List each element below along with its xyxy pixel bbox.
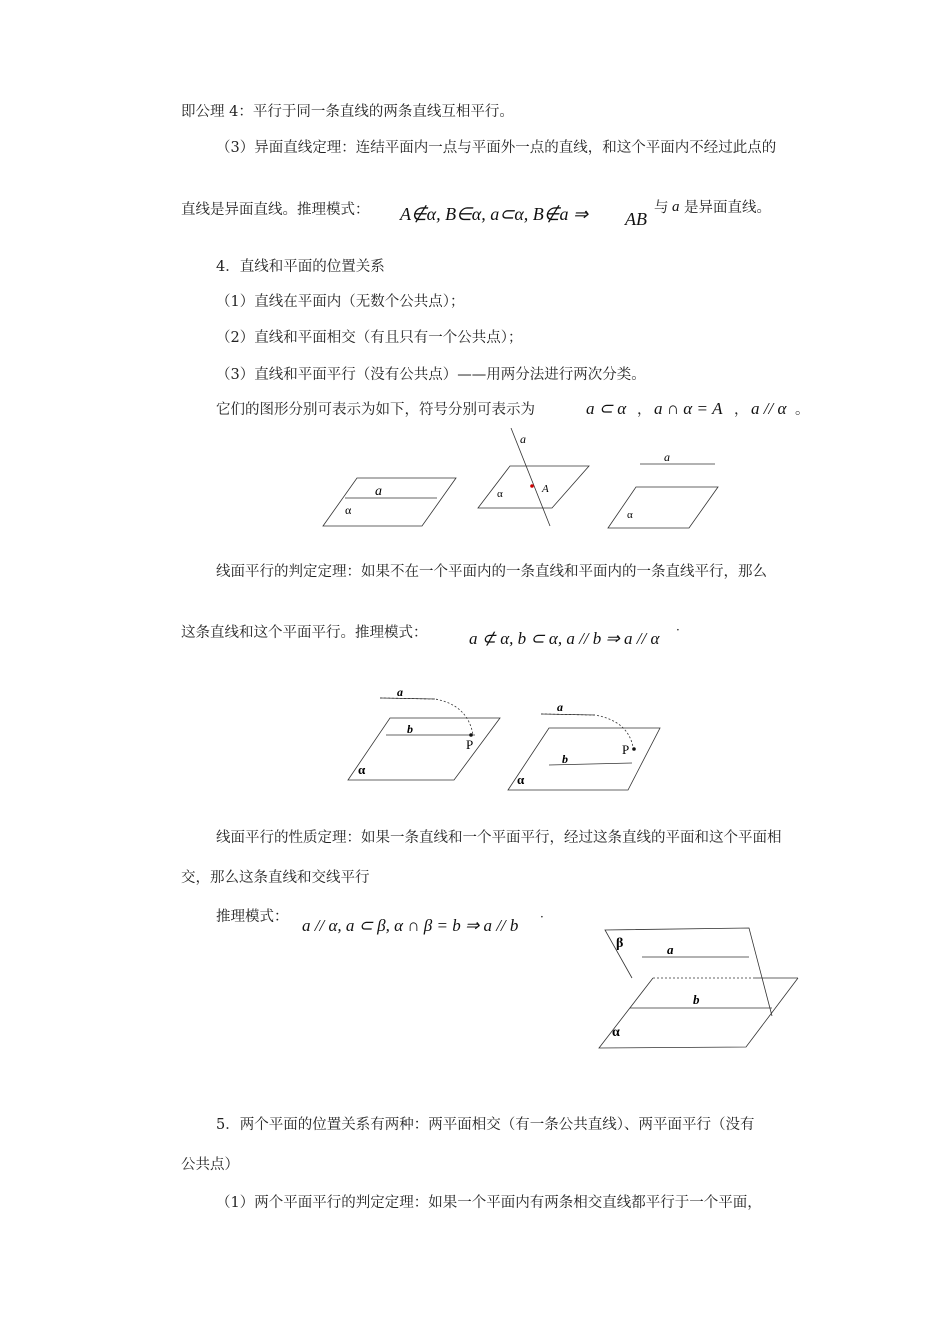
skew-lines-a: a: [672, 199, 680, 215]
comma-2: ，: [734, 402, 749, 418]
svg-text:α: α: [612, 1025, 620, 1040]
svg-text:β: β: [616, 936, 624, 951]
svg-text:a: a: [664, 450, 670, 464]
svg-text:b: b: [562, 752, 568, 766]
svg-text:a: a: [667, 942, 674, 957]
parallel-property-formula: a // α, a ⊂ β, α ∩ β = b ⇒ a // b: [302, 916, 519, 935]
symbol-in-plane: a ⊂ α: [586, 399, 627, 418]
svg-text:A: A: [542, 483, 549, 495]
svg-text:a: a: [520, 432, 526, 446]
line-intersect-plane-diagram: [478, 428, 589, 526]
line-in-plane-diagram: [323, 478, 456, 526]
skew-lines-theorem-text: （3）异面直线定理：连结平面内一点与平面外一点的直线，和这个平面内不经过此点的: [216, 140, 777, 156]
svg-text:α: α: [497, 488, 503, 500]
parallel-criterion-figure: [340, 683, 670, 798]
period-2: ·: [676, 623, 680, 637]
symbols-intro-text: 它们的图形分别可表示为如下，符号分别可表示为: [216, 402, 535, 418]
axiom-4-text: 即公理 4：平行于同一条直线的两条直线互相平行。: [181, 104, 514, 120]
reasoning-mode-label: 推理模式：: [216, 909, 289, 925]
line-plane-relations-figure: [315, 428, 735, 538]
section-5-text: 5．两个平面的位置关系有两种：两平面相交（有一条公共直线）、两平面平行（没有: [216, 1117, 755, 1133]
parallel-property-conclusion: 交，那么这条直线和交线平行: [181, 870, 370, 886]
svg-text:b: b: [693, 992, 700, 1007]
period-1: 。: [795, 402, 810, 418]
symbol-parallel: a // α: [751, 399, 787, 418]
symbol-intersect: a ∩ α = A: [654, 399, 723, 418]
svg-text:b: b: [407, 722, 413, 736]
parallel-criterion-text: 线面平行的判定定理：如果不在一个平面内的一条直线和平面内的一条直线平行，那么: [216, 564, 767, 580]
svg-text:α: α: [345, 503, 352, 517]
property-diagram: [599, 928, 798, 1048]
criterion-diagram-left: [348, 685, 500, 780]
plane-parallel-criterion-text: （1）两个平面平行的判定定理：如果一个平面内有两条相交直线都平行于一个平面，: [216, 1195, 762, 1211]
parallel-property-text: 线面平行的性质定理：如果一条直线和一个平面平行，经过这条直线的平面和这个平面相: [216, 830, 782, 846]
skew-lines-conclusion-text: 直线是异面直线。推理模式：: [181, 202, 370, 218]
criterion-diagram-right: [508, 700, 660, 790]
section-5-continued: 公共点）: [181, 1157, 239, 1173]
parallel-criterion-conclusion: 这条直线和这个平面平行。推理模式：: [181, 625, 428, 641]
skew-lines-tail: 是异面直线。: [684, 200, 771, 216]
svg-text:α: α: [627, 509, 633, 521]
svg-text:P: P: [622, 742, 630, 757]
section-4-heading: 4．直线和平面的位置关系: [216, 259, 385, 275]
svg-text:P: P: [466, 737, 474, 752]
relation-1-text: （1）直线在平面内（无数个公共点）；: [216, 294, 465, 310]
skew-lines-formula: A∉α, B∈α, a⊂α, B∉a ⇒: [400, 204, 589, 224]
svg-text:α: α: [517, 772, 525, 787]
svg-text:a: a: [397, 685, 403, 699]
relation-2-text: （2）直线和平面相交（有且只有一个公共点）；: [216, 330, 523, 346]
period-3: ·: [540, 910, 544, 924]
skew-lines-yu: 与: [654, 200, 669, 216]
relation-3-text: （3）直线和平面平行（没有公共点）——用两分法进行两次分类。: [216, 367, 646, 383]
parallel-criterion-formula: a ⊄ α, b ⊂ α, a // b ⇒ a // α: [469, 629, 660, 648]
line-parallel-plane-diagram: [608, 450, 718, 528]
comma-1: ，: [637, 402, 652, 418]
svg-text:α: α: [358, 762, 366, 777]
skew-lines-ab: AB: [625, 209, 647, 229]
parallel-property-figure: [594, 925, 809, 1055]
svg-text:a: a: [375, 484, 382, 499]
svg-text:a: a: [557, 700, 563, 714]
